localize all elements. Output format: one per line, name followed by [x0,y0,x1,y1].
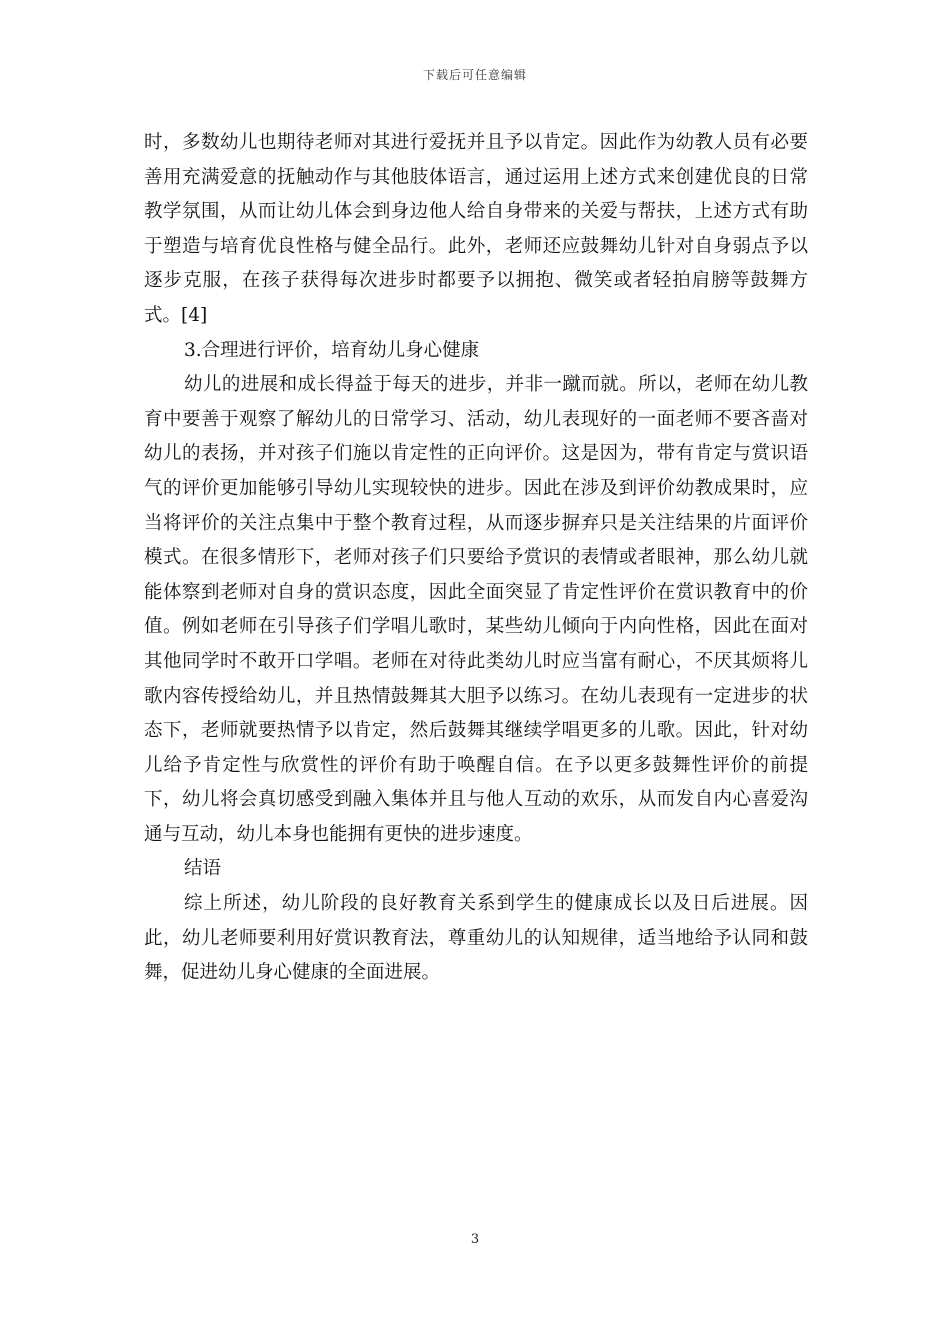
page-number: 3 [470,1232,480,1247]
conclusion-paragraph: 综上所述，幼儿阶段的良好教育关系到学生的健康成长以及日后进展。因此，幼儿老师要利用好赏识教育法，尊重幼儿的认知规律，适当地给予认同和鼓舞，促进幼儿身心健康的全面进展。 [144,893,808,984]
document-body [144,126,808,991]
header-note: 下载后可任意编辑 [422,68,527,82]
paragraph-continued: 时，多数幼儿也期待老师对其进行爱抚并且予以肯定。因此作为幼教人员有必要善用充满爱意的抚触动作与其他肢体语言，通过运用上述方式来创建优良的日常教学氛围，从而让幼儿体会到身边他人给自身带来的关爱与帮扶，上述方式有助于塑造与培育优良性格与健全品行。此外，老师还应鼓舞幼儿针对自身弱点予以逐步克服，在孩子获得每次进步时都要予以拥抱、微笑或者轻拍肩膀等鼓舞方式。[4] [144,132,808,326]
conclusion-heading: 结语 [184,858,222,880]
paragraph: 幼儿的进展和成长得益于每天的进步，并非一蹴而就。所以，老师在幼儿教育中要善于观察了解幼儿的日常学习、活动，幼儿表现好的一面老师不要吝啬对幼儿的表扬，并对孩子们施以肯定性的正向评价。这是因为，带有肯定与赏识语气的评价更加能够引导幼儿实现较快的进步。因此在涉及到评价幼教成果时，应当将评价的关注点集中于整个教育过程，从而逐步摒弃只是关注结果的片面评价模式。在很多情形下，老师对孩子们只要给予赏识的表情或者眼神，那么幼儿就能体察到老师对自身的赏识态度，因此全面突显了肯定性评价在赏识教育中的价值。例如老师在引导孩子们学唱儿歌时，某些幼儿倾向于内向性格，因此在面对其他同学时不敢开口学唱。老师在对待此类幼儿时应当富有耐心，不厌其烦将儿歌内容传授给幼儿，并且热情鼓舞其大胆予以练习。在幼儿表现有一定进步的状态下，老师就要热情予以肯定，然后鼓舞其继续学唱更多的儿歌。因此，针对幼儿给予肯定性与欣赏性的评价有助于唤醒自信。在予以更多鼓舞性评价的前提下，幼儿将会真切感受到融入集体并且与他人互动的欢乐，从而发自内心喜爱沟通与互动，幼儿本身也能拥有更快的进步速度。 [144,374,808,845]
section-heading: 3.合理进行评价，培育幼儿身心健康 [184,339,480,361]
